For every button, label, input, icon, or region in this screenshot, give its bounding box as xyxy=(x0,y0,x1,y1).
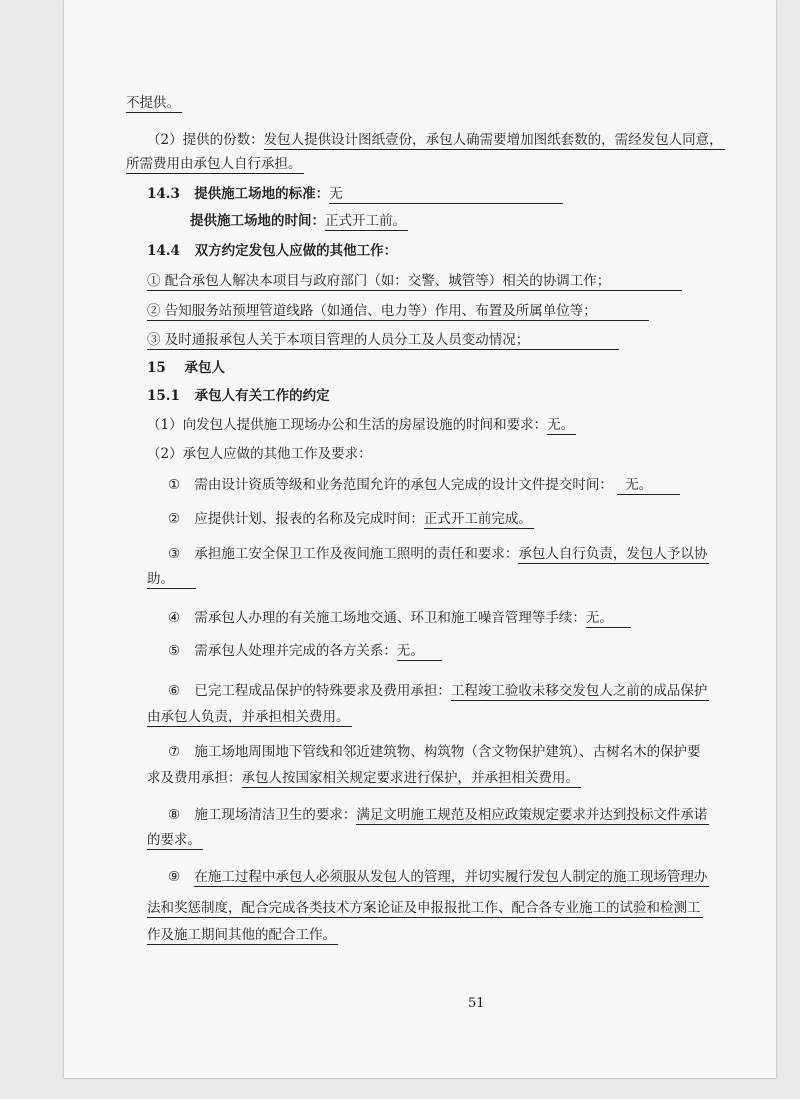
section-title: 承包人 xyxy=(184,360,225,376)
item-label: 已完工程成品保护的特殊要求及费用承担： xyxy=(194,683,451,699)
item-value: 无。 xyxy=(397,642,442,661)
item-value: 满足文明施工规范及相应政策规定要求并达到投标文件承诺 xyxy=(356,807,708,823)
item-value: 在施工过程中承包人必须服从发包人的管理，并切实履行发包人制定的施工现场管理办 xyxy=(194,869,708,885)
item-label: 施工现场清洁卫生的要求： xyxy=(194,807,357,823)
section-title: 承包人有关工作的约定 xyxy=(194,388,330,404)
section-number: 14.4 xyxy=(147,243,180,259)
list-item-cont xyxy=(147,899,703,918)
item-value: 无。 xyxy=(586,609,631,628)
line-paragraph-1 xyxy=(147,416,576,435)
item-marker: ⑥ xyxy=(168,683,181,699)
item-value: 承包人自行负责，发包人予以协 xyxy=(518,546,708,562)
item-marker: ⑨ xyxy=(168,869,181,885)
item-value: 工程竣工验收未移交发包人之前的成品保护 xyxy=(450,683,708,699)
list-item xyxy=(168,682,709,701)
item-value: 正式开工前完成。 xyxy=(423,511,532,527)
section-15 xyxy=(147,359,225,377)
site-standard-value: 无 xyxy=(329,185,563,204)
copies-label: （2）提供的份数： xyxy=(147,132,264,148)
list-item-cont xyxy=(147,831,203,850)
list-item-cont xyxy=(147,708,352,727)
item-marker: ① xyxy=(168,477,181,493)
list-item xyxy=(168,642,442,661)
list-item xyxy=(168,806,709,825)
item-label: 需承包人处理并完成的各方关系： xyxy=(194,643,397,659)
item-value-cont: 作及施工期间其他的配合工作。 xyxy=(147,927,336,943)
item-label: 承担施工安全保卫工作及夜间施工照明的责任和要求： xyxy=(194,546,519,562)
list-item xyxy=(147,272,682,291)
section-15-1 xyxy=(147,387,330,405)
copies-value-cont: 所需费用由承包人自行承担。 xyxy=(126,156,302,172)
item-label: 需由设计资质等级和业务范围允许的承包人完成的设计文件提交时间： xyxy=(194,477,613,493)
list-item-cont xyxy=(147,926,338,945)
paragraph-label: （1）向发包人提供施工现场办公和生活的房屋设施的时间和要求： xyxy=(147,417,548,433)
item-marker: ③ xyxy=(168,546,181,562)
employer-duty-1: ① 配合承包人解决本项目与政府部门（如：交警、城管等）相关的协调工作； xyxy=(147,272,682,291)
list-item xyxy=(168,476,680,495)
section-14-4 xyxy=(147,242,397,260)
list-item xyxy=(168,868,709,887)
list-item xyxy=(168,545,709,564)
line-copies-cont xyxy=(126,155,304,174)
list-item xyxy=(168,510,534,529)
list-item xyxy=(168,609,631,628)
item-value-cont: 由承包人负责，并承担相关费用。 xyxy=(147,709,350,725)
item-label: 应提供计划、报表的名称及完成时间： xyxy=(194,511,424,527)
paragraph-label: （2）承包人应做的其他工作及要求： xyxy=(147,446,372,462)
line-site-time xyxy=(190,212,408,231)
section-number: 15.1 xyxy=(147,388,180,404)
item-marker: ④ xyxy=(168,610,181,626)
page-number: 51 xyxy=(468,996,485,1011)
list-item xyxy=(168,743,701,761)
item-marker: ⑤ xyxy=(168,643,181,659)
list-item xyxy=(147,302,649,321)
text-not-provided: 不提供。 xyxy=(126,95,180,111)
section-title: 双方约定发包人应做的其他工作： xyxy=(194,243,398,259)
site-standard-label: 提供施工场地的标准： xyxy=(194,186,330,202)
list-item-cont xyxy=(147,570,196,589)
paragraph-value: 无。 xyxy=(547,417,575,433)
employer-duty-2: ② 告知服务站预埋管道线路（如通信、电力等）作用、布置及所属单位等； xyxy=(147,302,649,321)
line-paragraph-2 xyxy=(147,445,372,463)
item-marker: ⑧ xyxy=(168,807,181,823)
list-item xyxy=(147,331,619,350)
item-value: 承包人按国家相关规定要求进行保护，并承担相关费用。 xyxy=(241,770,579,786)
employer-duty-3: ③ 及时通报承包人关于本项目管理的人员分工及人员变动情况； xyxy=(147,331,619,350)
site-time-value: 正式开工前。 xyxy=(325,213,406,229)
item-value-cont: 法和奖惩制度，配合完成各类技术方案论证及申报报批工作、配合各专业施工的试验和检测工 xyxy=(147,900,701,916)
line-copies xyxy=(147,131,725,150)
copies-value: 发包人提供设计图纸壹份，承包人确需要增加图纸套数的，需经发包人同意， xyxy=(263,132,723,148)
section-number: 14.3 xyxy=(147,186,180,202)
section-14-3 xyxy=(147,185,563,204)
item-value-cont: 助。 xyxy=(147,570,196,589)
list-item-cont xyxy=(147,769,581,788)
document-page xyxy=(64,0,776,1078)
section-number: 15 xyxy=(147,360,166,376)
item-label: 需承包人办理的有关施工场地交通、环卫和施工噪音管理等手续： xyxy=(194,610,586,626)
item-value-cont: 的要求。 xyxy=(147,832,201,848)
item-value: 无。 xyxy=(617,476,680,495)
item-marker: ② xyxy=(168,511,181,527)
item-label-cont: 求及费用承担： xyxy=(147,770,242,786)
line-continuation xyxy=(126,94,182,113)
site-time-label: 提供施工场地的时间： xyxy=(190,213,325,229)
item-label: 施工场地周围地下管线和邻近建筑物、构筑物（含文物保护建筑）、古树名木的保护要 xyxy=(194,744,701,760)
item-marker: ⑦ xyxy=(168,744,181,760)
